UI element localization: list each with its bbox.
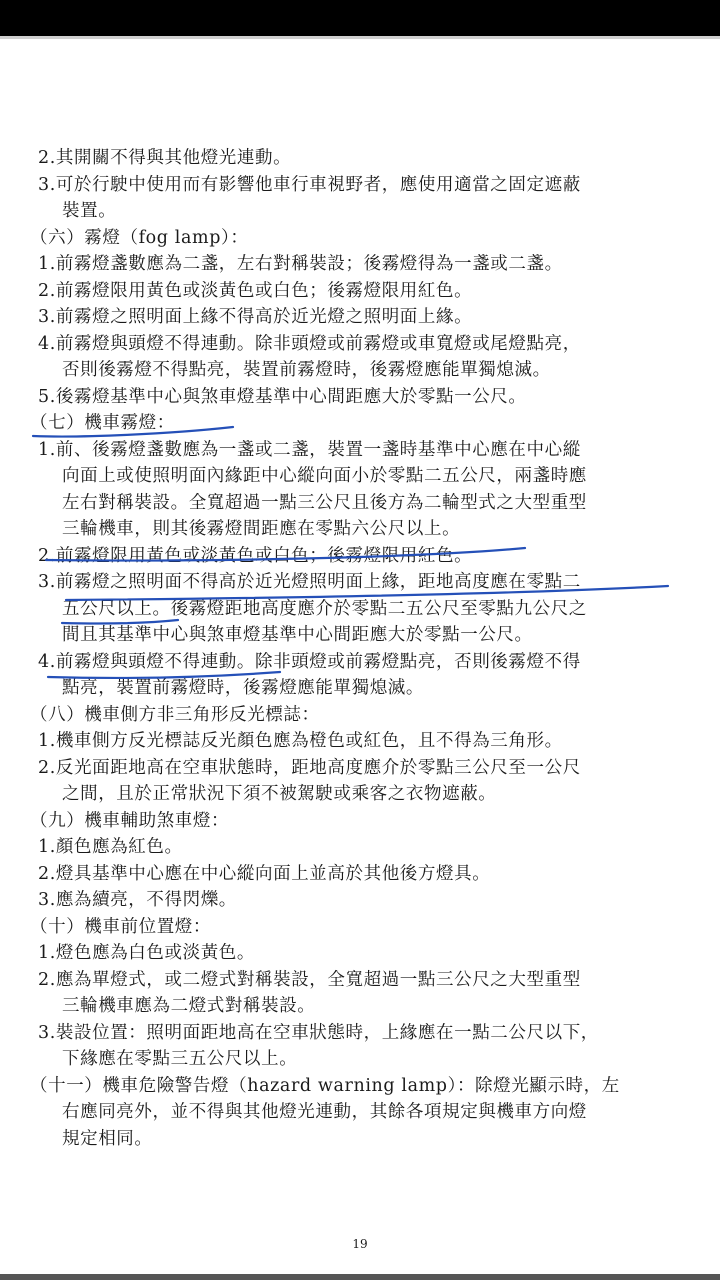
status-bar [0, 0, 720, 36]
text-line: 2.反光面距地高在空車狀態時，距地高度應介於零點三公尺至一公尺 [38, 758, 581, 778]
text-line: 5.後霧燈基準中心與煞車燈基準中心間距應大於零點一公尺。 [38, 387, 527, 407]
text-line: 1.前、後霧燈盞數應為一盞或二盞，裝置一盞時基準中心應在中心縱 [38, 440, 581, 460]
section-heading: （九）機車輔助煞車燈： [30, 811, 230, 831]
text-line: 向面上或使照明面內緣距中心縱向面小於零點二五公尺，兩盞時應 [62, 466, 587, 486]
text-line: 4.前霧燈與頭燈不得連動。除非頭燈或前霧燈或車寬燈或尾燈點亮， [38, 334, 581, 354]
text-line: 1.顏色應為紅色。 [38, 837, 183, 857]
document-page[interactable] [0, 39, 720, 1274]
section-heading: （十）機車前位置燈： [30, 917, 211, 937]
page-number: 19 [352, 1237, 368, 1251]
section-heading: （六）霧燈（fog lamp）： [30, 228, 249, 248]
text-line: 右應同亮外，並不得與其他燈光連動，其餘各項規定與機車方向燈 [62, 1102, 587, 1122]
text-line: 點亮，裝置前霧燈時，後霧燈應能單獨熄滅。 [62, 678, 424, 698]
text-line: 間且其基準中心與煞車燈基準中心間距應大於零點一公尺。 [62, 625, 533, 645]
text-line: 2.前霧燈限用黃色或淡黃色或白色；後霧燈限用紅色。 [38, 546, 473, 566]
section-heading: （十一）機車危險警告燈（hazard warning lamp）：除燈光顯示時，左 [30, 1076, 620, 1096]
text-line: 1.燈色應為白色或淡黃色。 [38, 943, 255, 963]
text-line: 2.應為單燈式，或二燈式對稱裝設，全寬超過一點三公尺之大型重型 [38, 970, 581, 990]
text-line: 2.其開關不得與其他燈光連動。 [38, 148, 292, 168]
text-line: 1.機車側方反光標誌反光顏色應為橙色或紅色，且不得為三角形。 [38, 731, 563, 751]
text-line: 2.燈具基準中心應在中心縱向面上並高於其他後方燈具。 [38, 864, 491, 884]
text-line: 1.前霧燈盞數應為二盞，左右對稱裝設；後霧燈得為一盞或二盞。 [38, 254, 563, 274]
text-line: 三輪機車應為二燈式對稱裝設。 [62, 996, 316, 1016]
section-heading: （七）機車霧燈： [30, 413, 175, 433]
text-line: 裝置。 [62, 201, 117, 221]
text-line: 否則後霧燈不得點亮，裝置前霧燈時，後霧燈應能單獨熄滅。 [62, 360, 551, 380]
text-line: 左右對稱裝設。全寬超過一點三公尺且後方為二輪型式之大型重型 [62, 493, 587, 513]
text-line: 三輪機車，則其後霧燈間距應在零點六公尺以上。 [62, 519, 461, 539]
text-line: 3.裝設位置：照明面距地高在空車狀態時，上緣應在一點二公尺以下， [38, 1023, 599, 1043]
text-line: 2.前霧燈限用黃色或淡黃色或白色；後霧燈限用紅色。 [38, 281, 473, 301]
text-line: 3.應為續亮，不得閃爍。 [38, 890, 237, 910]
text-line: 規定相同。 [62, 1129, 153, 1149]
text-line: 3.前霧燈之照明面上緣不得高於近光燈之照明面上緣。 [38, 307, 473, 327]
text-line: 3.前霧燈之照明面不得高於近光燈照明面上緣，距地高度應在零點二 [38, 572, 581, 592]
text-line: 之間，且於正常狀況下須不被駕駛或乘客之衣物遮蔽。 [62, 784, 497, 804]
text-line: 五公尺以上。後霧燈距地高度應介於零點二五公尺至零點九公尺之 [62, 599, 587, 619]
text-line: 4.前霧燈與頭燈不得連動。除非頭燈或前霧燈點亮，否則後霧燈不得 [38, 652, 581, 672]
text-line: 3.可於行駛中使用而有影響他車行車視野者，應使用適當之固定遮蔽 [38, 175, 581, 195]
bottom-bar [0, 1274, 720, 1280]
text-line: 下緣應在零點三五公尺以上。 [62, 1049, 298, 1069]
section-heading: （八）機車側方非三角形反光標誌： [30, 705, 320, 725]
